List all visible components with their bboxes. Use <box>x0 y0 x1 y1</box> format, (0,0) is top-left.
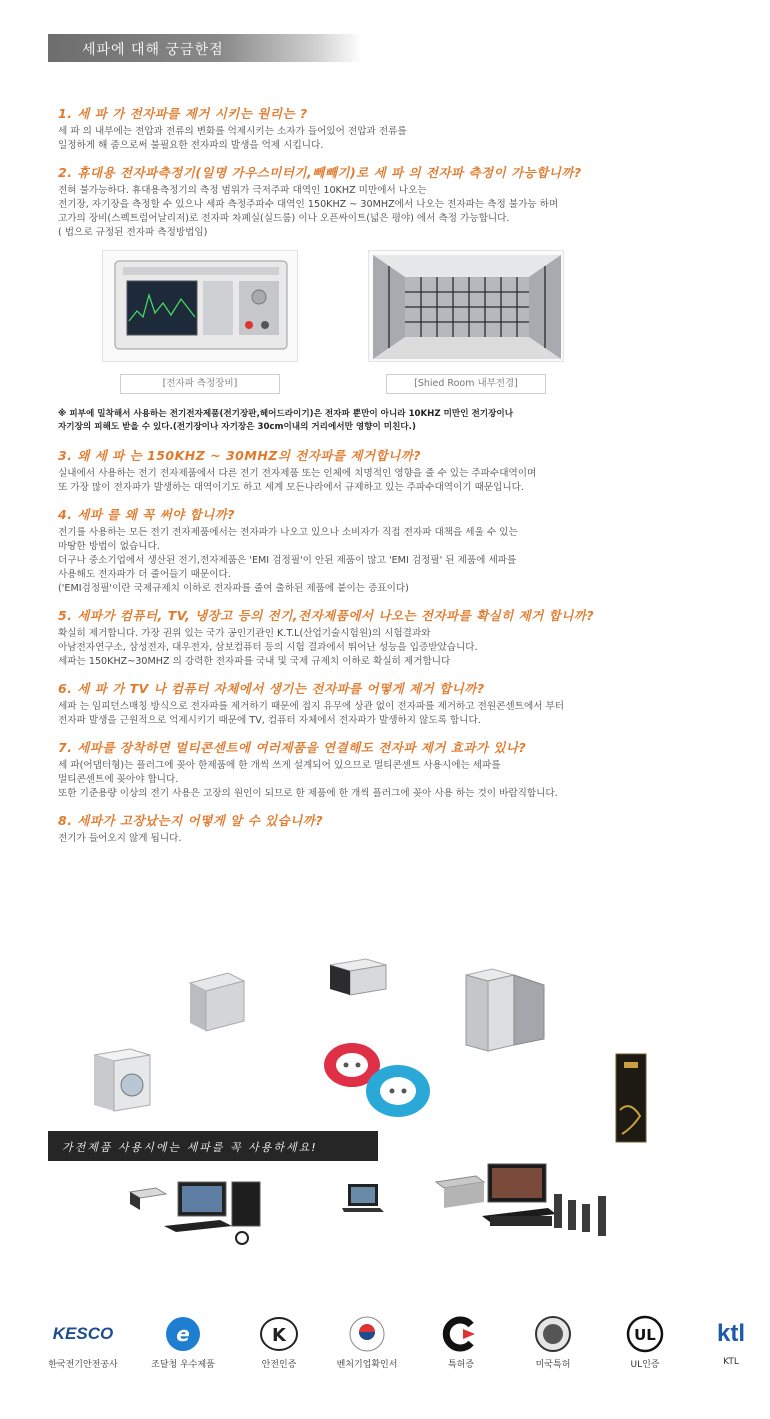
section-header-title: 세파에 대해 궁금한점 <box>82 42 224 58</box>
shield-room-image <box>368 250 564 362</box>
sepa-adapter-image <box>318 1035 438 1125</box>
faq-answer: 전기가 들어오지 않게 됩니다. <box>58 833 182 844</box>
faq-item <box>58 163 738 240</box>
kesco-logo-mark: KESCO <box>52 1324 114 1343</box>
figure-row <box>58 250 738 400</box>
faq-question: 1. 세 파 가 전자파를 제거 시키는 원리는 ? <box>58 106 308 121</box>
faq-answer: 세 파 의 내부에는 전압과 전류의 변화를 억제시키는 소자가 들어있어 전압과 전류를 일정하게 해 줌으로써 불필요한 전자파의 발생을 억제 시킵니다. <box>58 126 407 151</box>
faq-item <box>58 606 738 669</box>
figure-shield-room <box>368 250 564 394</box>
faq-answer: 전기를 사용하는 모든 전기 전자제품에서는 전자파가 나오고 있으나 소비자가 직접 전자파 대책을 세울 수 있는 마땅한 방법이 없습니다. 더구나 중소기업에서 생산된 전기,전자제품은 'EMI 검정필'이 안된 제품이 많고 'EMI 검정필' 된 제품에 세파를 사용해도 전자파가 더 줄어들기 때문이다. ('EMI검정필'이란 국제규제치 이하로 전자파를 줄여 출하된 제품에 붙이는 증표이다) <box>58 527 518 594</box>
us-patent-logo <box>510 1315 596 1370</box>
logo-label: 벤처기업확인서 <box>336 1360 398 1370</box>
faq-item <box>58 679 738 728</box>
ul-logo-mark: UL <box>634 1326 656 1344</box>
procurement-logo-mark: e <box>176 1322 190 1346</box>
usage-banner <box>48 1131 378 1161</box>
microwave-image <box>326 955 392 999</box>
faq-question: 2. 휴대용 전자파측정기(일명 가우스미터기,뻬빼기)로 세 파 의 전자파 측정이 가능합니까? <box>58 165 582 180</box>
faq-question: 4. 세파 를 왜 꼭 써야 합니까? <box>58 507 236 522</box>
spectrum-analyzer-image <box>102 250 298 362</box>
faq-item <box>58 811 738 846</box>
laptop-image <box>340 1180 386 1216</box>
faq-content <box>58 104 738 856</box>
venture-logo <box>324 1315 410 1370</box>
ktl-logo-mark: ktl <box>716 1320 745 1347</box>
faq-item <box>58 505 738 596</box>
faq-question: 5. 세파가 컴퓨터, TV, 냉장고 등의 전기,전자제품에서 나오는 전자파를 확실히 제거 합니까? <box>58 608 595 623</box>
procurement-logo <box>140 1315 226 1370</box>
banner-text: 가전제품 사용시에는 세파를 꼭 사용하세요! <box>62 1141 318 1154</box>
faq-answer: 전혀 불가능하다. 휴대용측정기의 측정 범위가 극저주파 대역인 10KHZ 미만에서 나오는 전기장, 자기장을 측정할 수 있으나 세파 측정주파수 대역인 150KHZ ~ 30MHZ에서 나오는 전자파는 측정 불가능 하며 고가의 장비(스펙트럼어날리저)로 전자파 차폐실(실드룸) 이나 오픈싸이트(넓은 평야) 에서 측정 가능합니다. ( 법으로 규정된 전자파 측정방법임) <box>58 185 559 238</box>
logo-label: 미국특허 <box>535 1360 571 1370</box>
kimchi-refrigerator-image <box>610 1050 654 1146</box>
faq-answer: 확실히 제거합니다. 가장 권위 있는 국가 공인기관인 K.T.L(산업기술시험원)의 시험결과와 아남전자연구소, 삼성전자, 대우전자, 삼보컴퓨터 등의 시험 결과에서 뛰어난 성능을 입증받았습니다. 세파는 150KHZ~30MHZ 의 강력한 전자파를 국내 및 국제 규제치 이하로 확실히 제거합니다 <box>58 628 478 667</box>
safety-cert-logo <box>236 1315 322 1370</box>
patent-logo <box>418 1315 504 1370</box>
figure-spectrum-analyzer <box>102 250 298 394</box>
refrigerator-image <box>462 965 558 1057</box>
certification-logos <box>40 1315 745 1375</box>
faq-item <box>58 104 738 153</box>
computer-set-image <box>124 1176 274 1248</box>
safety-cert-logo-mark: K <box>272 1325 286 1346</box>
section-header <box>48 34 362 62</box>
ktl-logo <box>688 1315 770 1367</box>
washing-machine-image <box>88 1045 158 1115</box>
faq-question: 6. 세 파 가 TV 나 컴퓨터 자체에서 생기는 전자파를 어떻게 제거 합니까? <box>58 681 485 696</box>
figure-caption: [전자파 측정장비] <box>120 374 280 394</box>
logo-label: 특허증 <box>447 1360 475 1370</box>
faq-question: 8. 세파가 고장났는지 어떻게 알 수 있습니까? <box>58 813 324 828</box>
logo-label: 한국전기안전공사 <box>48 1360 118 1370</box>
faq-answer: 세파 는 임피던스매칭 방식으로 전자파를 제거하기 때문에 접지 유무에 상관 없이 전자파를 제거하고 전원콘센트에서 부터 전자파 발생을 근원적으로 억제시키기 때문에 TV, 컴퓨터 자체에서 전자파가 발생하지 않도록 합니다. <box>58 701 565 726</box>
logo-label: 조달청 우수제품 <box>151 1360 215 1370</box>
home-theater-image <box>430 1160 620 1244</box>
ul-logo <box>602 1315 688 1370</box>
figure-caption: [Shied Room 내부전경] <box>386 374 546 394</box>
faq-answer: 세 파(어댑터형)는 플러그에 꽂아 한제품에 한 개씩 쓰게 설계되어 있으므로 멀티콘센트 사용시에는 세파를 멀티콘센트에 꽂아야 합니다. 또한 기준용량 이상의 전기 사용은 고장의 원인이 되므로 한 제품에 한 개씩 플러그에 꽂아 사용 하는 것이 바람직합니다. <box>58 760 558 799</box>
faq-answer: 실내에서 사용하는 전기 전자제품에서 다른 전기 전자제품 또는 인체에 치명적인 영향을 줄 수 있는 주파수대역이며 또 가장 많이 전자파가 발생하는 대역이기도 하고 세계 모든나라에서 규제하고 있는 주파수대역이기 때문입니다. <box>58 468 537 493</box>
logo-label: 안전인증 <box>261 1360 297 1370</box>
logo-label: UL인증 <box>630 1360 660 1370</box>
logo-label: KTL <box>723 1357 739 1367</box>
faq-item <box>58 446 738 495</box>
warning-note: ※ 피부에 밀착해서 사용하는 전기전자제품(전기장판,헤어드라이기)은 전자파 뿐만이 아니라 10KHZ 미만인 전기장이나 자기장의 피해도 받을 수 있다.(전기장이나 자기장은 30cm이내의 거리에서만 영향이 미친다.) <box>58 409 514 432</box>
faq-item <box>58 738 738 801</box>
faq-question: 3. 왜 세 파 는 150KHZ ~ 30MHZ의 전자파를 제거합니까? <box>58 448 422 463</box>
faq-question: 7. 세파를 장착하면 멀티콘센트에 여러제품을 연결해도 전자파 제거 효과가 있나? <box>58 740 527 755</box>
dishwasher-image <box>182 965 252 1035</box>
kesco-logo <box>40 1315 126 1370</box>
